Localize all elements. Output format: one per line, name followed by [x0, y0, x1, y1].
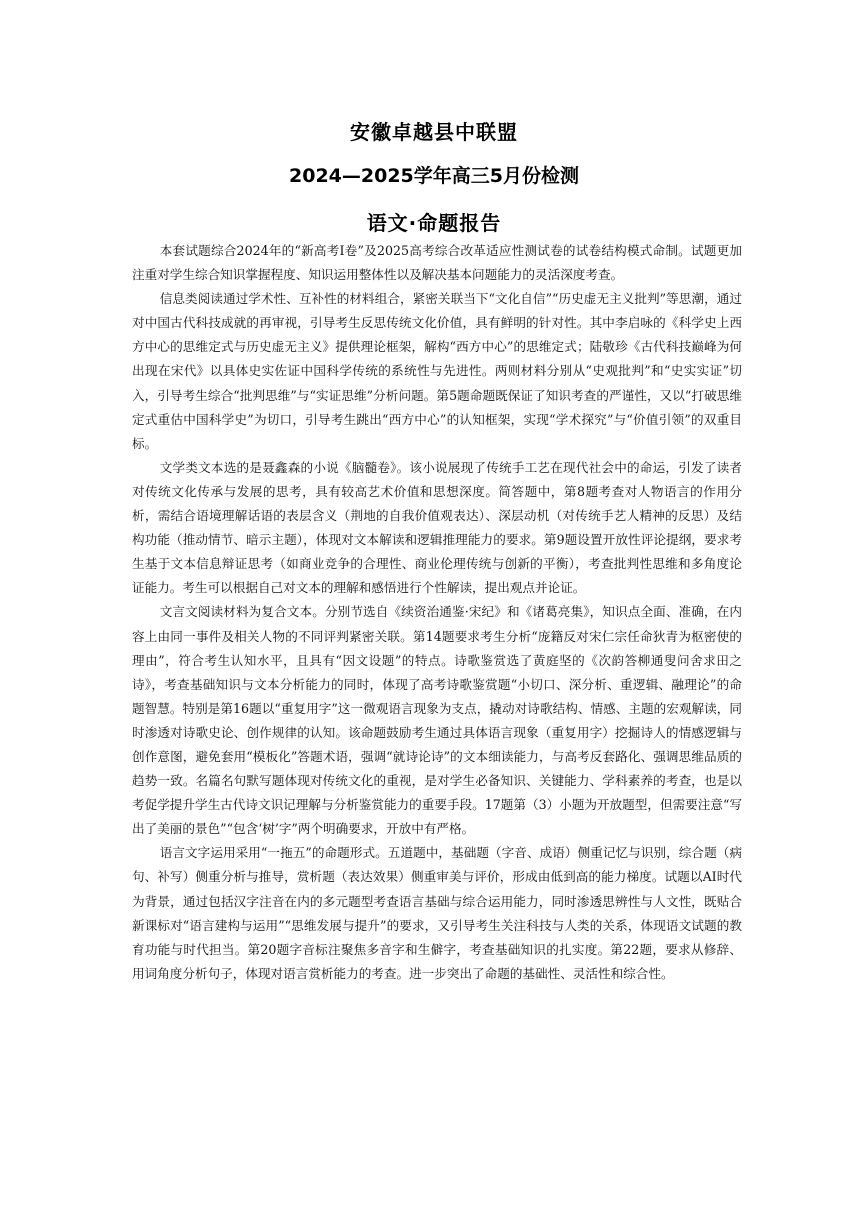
paragraph-language-use: 语言文字运用采用“一拖五”的命题形式。五道题中，基础题（字音、成语）侧重记忆与识别，综合题（病句、补写）侧重分析与推导，赏析题（表达效果）侧重审美与评价，形成由低到高的能力梯度。试题以AI时代为背景，通过包括汉字注音在内的多元题型考查语言基础与综合运用能力，同时渗透思辨性与人文性，既贴合新课标对“语言建构与运用”“思维发展与提升”的要求，又引导考生关注科技与人类的关系，体现语文试题的教育功能与时代担当。第20题字音标注聚焦多音字和生僻字，考查基础知识的扎实度。第22题，要求从修辞、用词角度分析句子，体现对语言赏析能力的考查。进一步突出了命题的基础性、灵活性和综合性。: [132, 845, 742, 981]
report-title: 语文·命题报告: [366, 211, 502, 235]
league-title: 安徽卓越县中联盟: [350, 120, 518, 144]
paragraph-classical-chinese: 文言文阅读材料为复合文本。分别节选自《续资治通鉴·宋纪》和《诸葛亮集》，知识点全面、准确，在内容上由同一事件及相关人物的不同评判紧密关联。第14题要求考生分析“庞籍反对宋仁宗任命狄青为枢密使的理由”，符合考生认知水平，且具有“因文设题”的特点。诗歌鉴赏选了黄庭坚的《次韵答柳通叟问舍求田之诗》，考查基础知识与文本分析能力的同时，体现了高考诗歌鉴赏题“小切口、深分析、重逻辑、融理论”的命题智慧。特别是第16题以“重复用字”这一微观语言现象为支点，撬动对诗歌结构、情感、主题的宏观解读，同时渗透对诗歌史论、创作规律的认知。该命题鼓励考生通过具体语言现象（重复用字）挖掘诗人的情感逻辑与创作意图，避免套用“模板化”答题术语，强调“就诗论诗”的文本细读能力，与高考反套路化、强调思维品质的趋势一致。名篇名句默写题体现对传统文化的重视，是对学生必备知识、关键能力、学科素养的考查，也是以考促学提升学生古代诗文识记理解与分析鉴赏能力的重要手段。17题第（3）小题为开放题型，但需要注意“写出了美丽的景色”“包含‘树’字”两个明确要求，开放中有严格。: [132, 604, 742, 837]
report-body: [132, 239, 742, 986]
paragraph-literary-text: 文学类文本选的是聂鑫森的小说《脑髓卷》。该小说展现了传统手工艺在现代社会中的命运，引发了读者对传统文化传承与发展的思考，具有较高艺术价值和思想深度。简答题中，第8题考查对人物语言的作用分析，需结合语境理解话语的表层含义（荆地的自我价值观表达）、深层动机（对传统手艺人精神的反思）及结构功能（推动情节、暗示主题），体现对文本解读和逻辑推理能力的要求。第9题设置开放性评论提纲，要求考生基于文本信息辩证思考（如商业竞争的合理性、商业伦理传统与创新的平衡），考查批判性思维和多角度论证能力。考生可以根据自己对文本的理解和感悟进行个性解读，提出观点并论证。: [132, 459, 742, 596]
paragraph-informational-reading: 信息类阅读通过学术性、互补性的材料组合，紧密关联当下“文化自信”“历史虚无主义批判”等思潮，通过对中国古代科技成就的再审视，引导考生反思传统文化价值，具有鲜明的针对性。其中李启咏的《科学史上西方中心的思维定式与历史虚无主义》提供理论框架，解构“西方中心”的思维定式；陆敬珍《古代科技巅峰为何出现在宋代》以具体史实佐证中国科学传统的系统性与先进性。两则材料分别从“史观批判”和“史实实证”切入，引导考生综合“批判思维”与“实证思维”分析问题。第5题命题既保证了知识考查的严谨性，又以“打破思维定式重估中国科学史”为切口，引导考生跳出“西方中心”的认知框架，实现“学术探究”与“价值引领”的双重目标。: [132, 291, 742, 451]
exam-title: 2024—2025学年高三5月份检测: [289, 165, 579, 187]
paragraph-overview: 本套试题综合2024年的“新高考I卷”及2025高考综合改革适应性测试卷的试卷结构模式命制。试题更加注重对学生综合知识掌握程度、知识运用整体性以及解决基本问题能力的灵活深度考查。: [132, 243, 742, 283]
